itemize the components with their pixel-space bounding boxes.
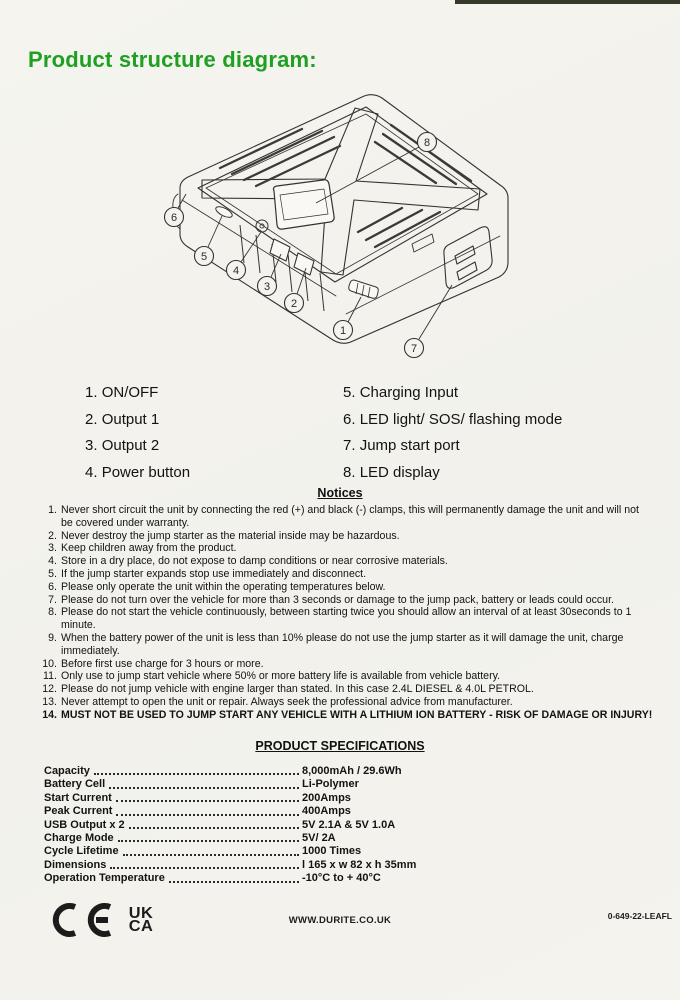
- power-button-circle: [256, 220, 268, 232]
- notice-item: [33, 581, 653, 594]
- notice-num: 11.: [43, 670, 57, 683]
- part-label: Jump start port: [359, 437, 460, 454]
- spec-value: 1000 Times: [302, 845, 362, 858]
- spec-label: Capacity: [44, 765, 90, 777]
- part-num: 2.: [85, 410, 98, 428]
- notice-text: Keep children away from the product.: [61, 542, 237, 555]
- notice-num: 8.: [48, 606, 57, 619]
- spec-label: Battery Cell: [44, 778, 106, 791]
- spec-value: 5V/ 2A: [302, 831, 336, 844]
- notice-text: Please only operate the unit within the operating temperatures below.: [61, 580, 386, 593]
- parts-list-left-column: [85, 380, 190, 486]
- specs-heading: PRODUCT SPECIFICATIONS: [255, 739, 425, 753]
- notice-item: [33, 555, 653, 568]
- spec-label: Operation Temperature: [44, 872, 165, 885]
- notice-num: 14.: [42, 708, 57, 721]
- spec-row: [44, 872, 458, 885]
- notice-text: Please do not turn over the vehicle for more than 3 seconds or damage to the jump pack, battery or leads could occur.: [61, 593, 614, 606]
- spec-label: Cycle Lifetime: [44, 845, 119, 858]
- page-title: Product structure diagram:: [28, 47, 317, 72]
- spec-label: Charge Mode: [44, 831, 114, 844]
- ukca-ca: CA: [128, 918, 154, 935]
- product-structure-diagram: [150, 84, 535, 379]
- part-num: 6.: [343, 410, 356, 428]
- dotted-leader: [109, 787, 299, 789]
- part-num: 3.: [85, 437, 98, 454]
- part-label: LED display: [359, 463, 440, 481]
- callout-1-number: 1: [339, 325, 347, 337]
- part-num: 4.: [85, 463, 98, 481]
- jump-starter-body-outline: [170, 95, 508, 344]
- notice-item: [33, 542, 653, 555]
- on-off-switch: [349, 280, 379, 298]
- scan-edge-artifact: [455, 0, 680, 4]
- spec-row: [44, 819, 458, 832]
- notice-text: Never attempt to open the unit or repair. Always seek the professional advice from manufacturer.: [61, 695, 513, 708]
- spec-row: [44, 765, 458, 778]
- notice-num: 1.: [48, 504, 57, 516]
- spec-row: [44, 792, 458, 805]
- notice-item: [33, 670, 653, 683]
- part-item-7: [343, 433, 562, 460]
- spec-label: Start Current: [44, 791, 112, 804]
- dotted-leader: [118, 840, 299, 842]
- notice-num: 7.: [48, 593, 57, 606]
- spec-label: Dimensions: [44, 858, 107, 871]
- spec-value: 200Amps: [302, 791, 351, 804]
- notice-item: [33, 658, 653, 671]
- part-item-3: [85, 433, 190, 460]
- notice-text: Never destroy the jump starter as the material inside may be hazardous.: [61, 529, 400, 542]
- document-code: 0-649-22-LEAFL: [607, 911, 672, 921]
- notice-item: [33, 606, 653, 632]
- notice-text: Please do not jump vehicle with engine larger than stated. In this case 2.4L DIESEL & 4.0L PETROL.: [61, 683, 534, 696]
- part-label: Charging Input: [359, 384, 459, 401]
- dotted-leader: [123, 854, 299, 856]
- notice-item: [33, 696, 653, 709]
- dotted-leader: [116, 814, 299, 816]
- callout-leader-lines: [178, 147, 452, 339]
- spec-value: Li-Polymer: [302, 778, 359, 791]
- dotted-leader: [169, 881, 299, 883]
- part-label: Output 1: [101, 410, 160, 428]
- part-item-8: [343, 460, 562, 487]
- callout-4-number: 4: [232, 265, 240, 277]
- part-num: 1.: [85, 384, 98, 401]
- callout-2-number: 2: [290, 298, 298, 310]
- notice-item: [33, 632, 653, 658]
- part-item-1: [85, 380, 190, 407]
- spec-value: 8,000mAh / 29.6Wh: [302, 765, 402, 777]
- notices-heading: Notices: [317, 486, 363, 500]
- spec-value: -10°C to + 40°C: [302, 872, 381, 885]
- part-item-6: [343, 407, 562, 434]
- spec-value: 400Amps: [302, 805, 351, 818]
- output-ports: [270, 239, 314, 275]
- part-label: Output 2: [101, 437, 160, 454]
- notice-num: 5.: [48, 567, 57, 580]
- notice-item: [33, 504, 653, 530]
- notice-text: Only use to jump start vehicle where 50% or more battery life is available from vehicle battery.: [61, 670, 501, 683]
- spec-label: USB Output x 2: [44, 818, 125, 831]
- callout-8-number: 8: [423, 137, 431, 149]
- dotted-leader: [129, 827, 299, 829]
- callout-6-number: 6: [170, 212, 178, 224]
- notice-num: 2.: [48, 529, 57, 542]
- notice-num: 3.: [48, 542, 57, 555]
- notices-list: [33, 504, 653, 722]
- callout-5-number: 5: [200, 251, 208, 263]
- spec-value: 5V 2.1A & 5V 1.0A: [302, 818, 396, 831]
- notice-item: [33, 530, 653, 543]
- callout-3-number: 3: [263, 281, 271, 293]
- part-label: LED light/ SOS/ flashing mode: [359, 410, 563, 428]
- specs-table: [44, 765, 458, 886]
- notice-item: [33, 683, 653, 696]
- notice-item-warning: [33, 709, 653, 722]
- dotted-leader: [116, 800, 299, 802]
- part-label: Power button: [101, 463, 191, 481]
- part-num: 5.: [343, 384, 356, 401]
- spec-value: l 165 x w 82 x h 35mm: [302, 858, 417, 871]
- part-item-4: [85, 460, 190, 487]
- spec-row: [44, 832, 458, 845]
- notice-num: 6.: [48, 580, 57, 593]
- notice-text: Store in a dry place, do not expose to damp conditions or near corrosive materials.: [61, 555, 448, 568]
- notice-num: 4.: [48, 555, 57, 568]
- notice-num: 13.: [42, 695, 57, 708]
- dotted-leader: [94, 773, 299, 775]
- notice-num: 12.: [42, 683, 57, 696]
- dotted-leader: [110, 867, 299, 869]
- callout-7-number: 7: [410, 343, 418, 355]
- charging-input-oval: [214, 205, 233, 220]
- spec-row: [44, 805, 458, 818]
- part-num: 8.: [343, 463, 356, 481]
- parts-list-right-column: [343, 380, 562, 486]
- notice-text: MUST NOT BE USED TO JUMP START ANY VEHICLE WITH A LITHIUM ION BATTERY - RISK OF DAMAGE OR INJURY!: [61, 708, 653, 721]
- notice-text: Never short circuit the unit by connecting the red (+) and black (-) clamps, this will permanently damage the unit and will not be covered under warranty.: [61, 504, 639, 529]
- notice-num: 10.: [42, 657, 57, 670]
- spec-row: [44, 859, 458, 872]
- spec-label: Peak Current: [44, 805, 113, 818]
- notice-item: [33, 568, 653, 581]
- notice-text: Before first use charge for 3 hours or more.: [61, 657, 264, 670]
- notice-num: 9.: [48, 631, 57, 644]
- ukca-uk: UK: [128, 904, 154, 922]
- part-item-5: [343, 380, 562, 407]
- part-num: 7.: [343, 437, 356, 454]
- website-url: WWW.DURITE.CO.UK: [288, 915, 392, 926]
- led-display-panel: [273, 180, 334, 229]
- part-item-2: [85, 407, 190, 434]
- notice-text: Please do not start the vehicle continuously, between starting twice you should allow an interval of at least 30seconds to 1 minute.: [61, 606, 632, 632]
- spec-row: [44, 778, 458, 791]
- notice-item: [33, 594, 653, 607]
- notice-text: When the battery power of the unit is less than 10% please do not use the jump starter as it will damage the unit, charge immediately.: [61, 631, 624, 657]
- part-label: ON/OFF: [101, 384, 159, 401]
- spec-row: [44, 845, 458, 858]
- notice-text: If the jump starter expands stop use immediately and disconnect.: [61, 567, 367, 580]
